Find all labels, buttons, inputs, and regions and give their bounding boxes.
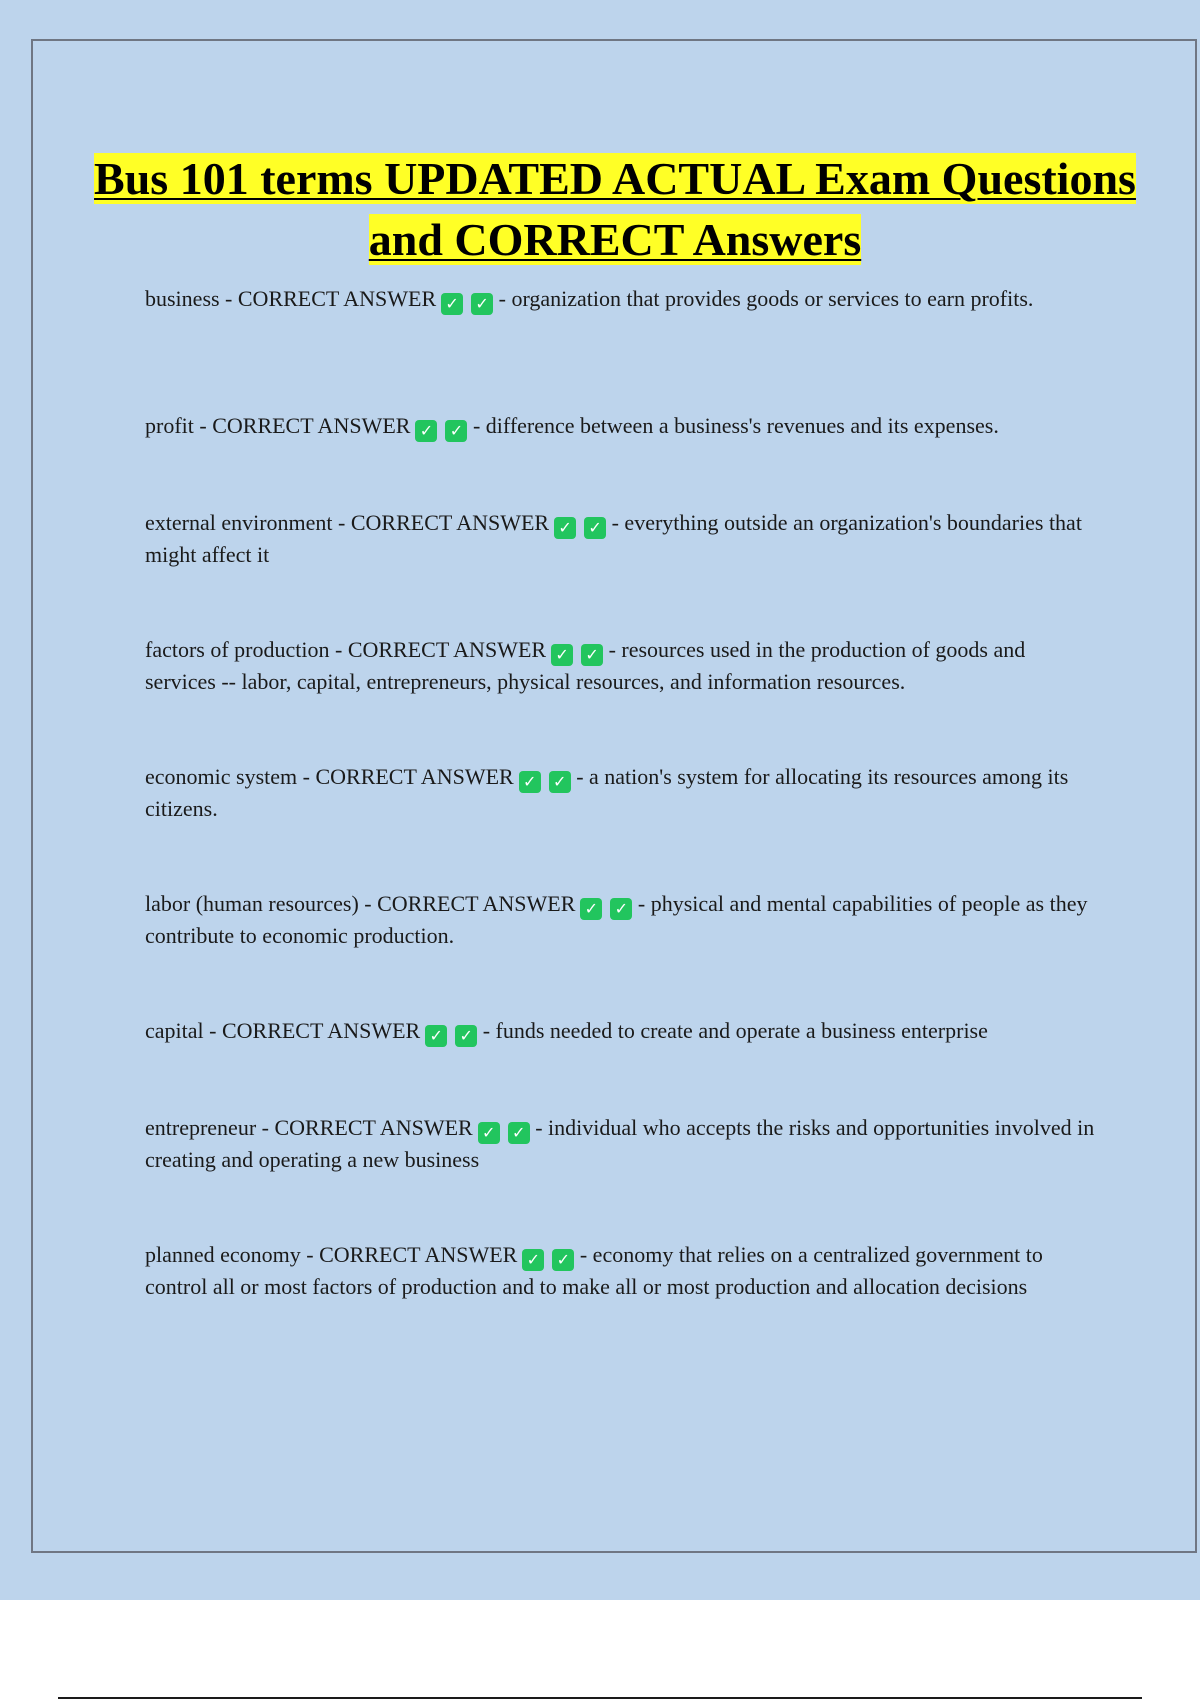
entry-factors-of-production [145, 634, 1095, 698]
entry-definition: - organization that provides goods or services to earn profits. [493, 286, 1034, 311]
entry-definition: - everything outside an organization's boundaries that might affect it [145, 510, 1082, 567]
entry-planned-economy [145, 1239, 1095, 1303]
check-icon: ✓ [425, 1025, 447, 1047]
check-icon: ✓ [549, 771, 571, 793]
check-icon: ✓ [478, 1122, 500, 1144]
entry-term: profit - CORRECT ANSWER [145, 413, 411, 438]
footer-rule [58, 1697, 1142, 1699]
check-icon: ✓ [522, 1249, 544, 1271]
check-icon: ✓ [610, 898, 632, 920]
check-icon: ✓ [455, 1025, 477, 1047]
entry-economic-system [145, 761, 1095, 825]
check-icon: ✓ [441, 293, 463, 315]
entry-term: planned economy - CORRECT ANSWER [145, 1242, 518, 1267]
entry-term: business - CORRECT ANSWER [145, 286, 437, 311]
check-icon: ✓ [519, 771, 541, 793]
check-icon: ✓ [471, 293, 493, 315]
entry-capital [145, 1015, 1095, 1047]
entry-definition: - economy that relies on a centralized government to control all or most factors of production and to make all or most production and allocation decisions [145, 1242, 1043, 1299]
entry-profit [145, 410, 1095, 442]
check-icon: ✓ [554, 517, 576, 539]
check-icon: ✓ [415, 420, 437, 442]
check-icon: ✓ [551, 644, 573, 666]
entry-definition: - difference between a business's revenues and its expenses. [467, 413, 999, 438]
check-icon: ✓ [581, 644, 603, 666]
entry-definition: - funds needed to create and operate a business enterprise [477, 1018, 988, 1043]
check-icon: ✓ [552, 1249, 574, 1271]
entry-term: capital - CORRECT ANSWER [145, 1018, 421, 1043]
entry-labor [145, 888, 1095, 952]
entry-business [145, 283, 1095, 315]
document-title [60, 148, 1170, 270]
entry-term: external environment - CORRECT ANSWER [145, 510, 550, 535]
entry-term: entrepreneur - CORRECT ANSWER [145, 1115, 473, 1140]
check-icon: ✓ [508, 1122, 530, 1144]
check-icon: ✓ [584, 517, 606, 539]
entry-definition: - individual who accepts the risks and opportunities involved in creating and operating a new business [145, 1115, 1095, 1172]
entry-term: factors of production - CORRECT ANSWER [145, 637, 547, 662]
entry-term: labor (human resources) - CORRECT ANSWER [145, 891, 576, 916]
entry-definition: - a nation's system for allocating its resources among its citizens. [145, 764, 1069, 821]
entry-definition: - physical and mental capabilities of people as they contribute to economic production. [145, 891, 1088, 948]
entry-external-environment [145, 507, 1095, 571]
document-title-text: Bus 101 terms UPDATED ACTUAL Exam Questions and CORRECT Answers [94, 153, 1136, 265]
check-icon: ✓ [580, 898, 602, 920]
check-icon: ✓ [445, 420, 467, 442]
entry-definition: - resources used in the production of goods and services -- labor, capital, entrepreneurs, physical resources, and information resources. [145, 637, 1026, 694]
entry-entrepreneur [145, 1112, 1095, 1176]
entry-term: economic system - CORRECT ANSWER [145, 764, 514, 789]
